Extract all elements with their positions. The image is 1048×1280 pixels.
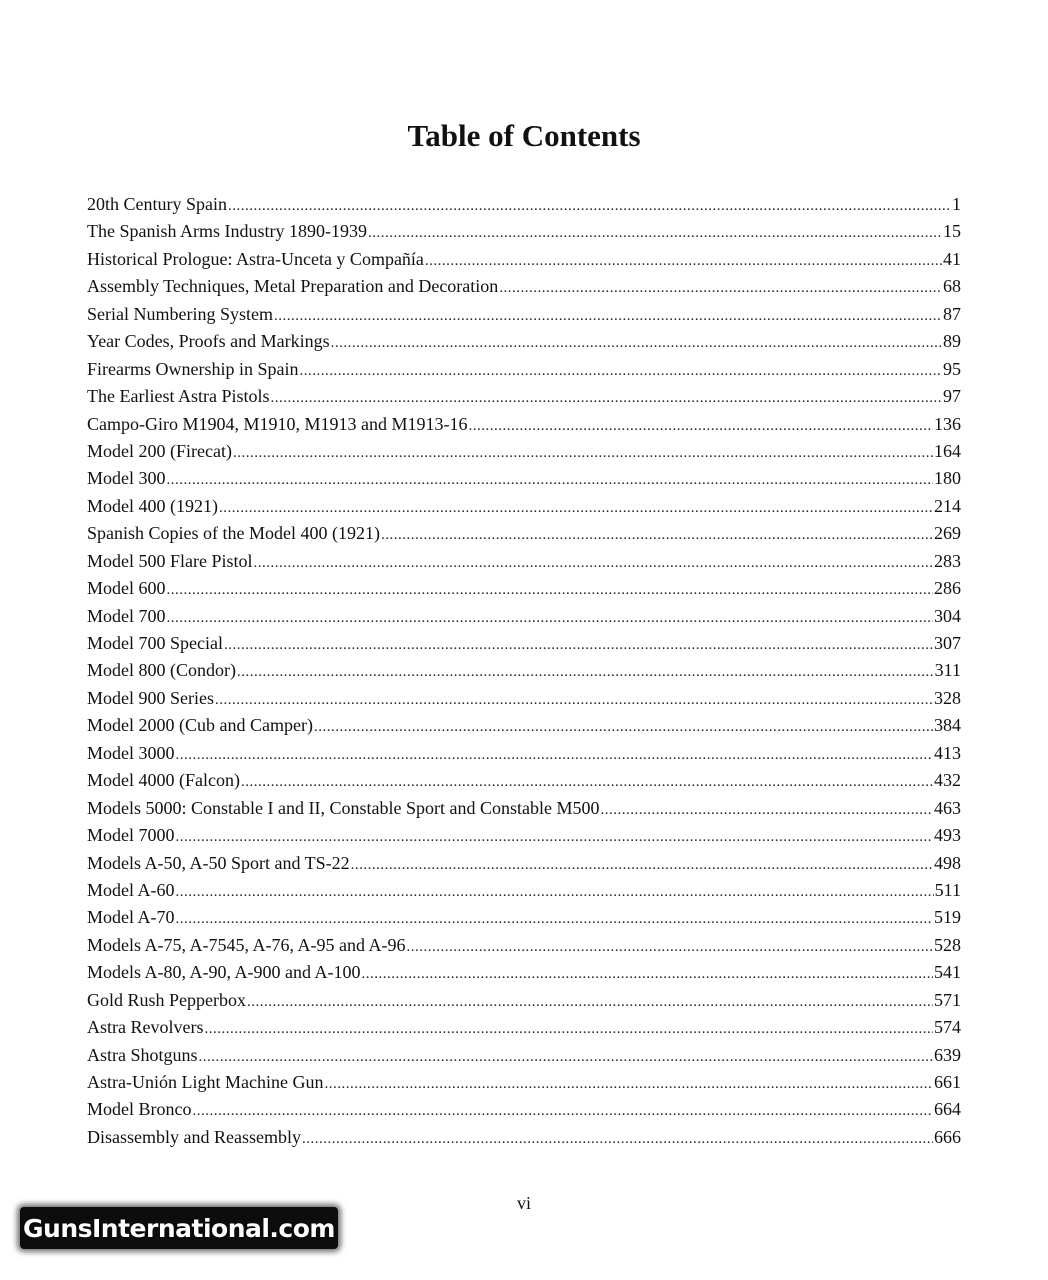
dot-leader — [270, 385, 942, 410]
dot-leader — [247, 989, 933, 1014]
toc-entry — [87, 301, 961, 328]
dot-leader — [233, 440, 933, 465]
toc-entry-page: 41 — [943, 248, 961, 269]
toc-entry-page: 307 — [934, 633, 961, 653]
toc-entry — [87, 1042, 961, 1069]
toc-entry-page: 68 — [943, 276, 961, 297]
toc-entry-page: 97 — [943, 386, 961, 407]
toc-entry-page: 304 — [934, 605, 961, 626]
dot-leader — [224, 632, 933, 657]
toc-entry-page: 463 — [934, 797, 961, 818]
toc-entry-page: 164 — [934, 440, 961, 461]
toc-entry-page: 95 — [943, 358, 961, 379]
dot-leader — [425, 248, 942, 273]
toc-entry — [87, 904, 961, 931]
dot-leader — [351, 852, 933, 877]
toc-entry-title: Model 300 — [87, 468, 166, 489]
toc-entry — [87, 1124, 961, 1151]
toc-entry-title: Models 5000: Constable I and II, Constable Sport and Constable M500 — [87, 797, 600, 818]
dot-leader — [362, 961, 934, 986]
toc-entry-page: 493 — [934, 825, 961, 846]
toc-entry-page: 87 — [943, 303, 961, 324]
toc-entry-title: Assembly Techniques, Metal Preparation and Decoration — [87, 276, 499, 297]
toc-entry-title: Model 600 — [87, 578, 166, 599]
toc-entry-page: 328 — [934, 687, 961, 708]
toc-entry — [87, 1096, 961, 1123]
dot-leader — [167, 577, 934, 602]
toc-entry-title: Model A-60 — [87, 879, 175, 900]
page-title: Table of Contents — [407, 118, 641, 153]
dot-leader — [167, 605, 934, 630]
page-number: vi — [516, 1193, 531, 1213]
toc-entry-title: The Earliest Astra Pistols — [87, 386, 270, 407]
toc-entry-page: 136 — [934, 413, 961, 434]
toc-entry-page: 511 — [934, 879, 961, 900]
dot-leader — [274, 303, 942, 328]
toc-entry-title: Model 700 — [87, 605, 166, 626]
dot-leader — [228, 193, 951, 218]
toc-entry-title: Gold Rush Pepperbox — [87, 989, 246, 1010]
toc-entry-title: Model 900 Series — [87, 687, 214, 708]
dot-leader — [204, 1016, 933, 1041]
toc-entry — [87, 246, 961, 273]
dot-leader — [219, 495, 933, 520]
dot-leader — [176, 824, 934, 849]
toc-entry — [87, 630, 961, 657]
toc-entry-page: 311 — [934, 660, 961, 681]
dot-leader — [176, 742, 934, 767]
dot-leader — [176, 879, 934, 904]
toc-entry-page: 541 — [934, 962, 961, 983]
toc-entry-title: Models A-50, A-50 Sport and TS-22 — [87, 852, 350, 873]
toc-entry — [87, 850, 961, 877]
toc-entry-title: Model 4000 (Falcon) — [87, 770, 240, 791]
dot-leader — [192, 1098, 933, 1123]
dot-leader — [167, 467, 934, 492]
watermark-text: GunsInternational.com — [23, 1213, 335, 1243]
toc-entry — [87, 987, 961, 1014]
dot-leader — [215, 687, 933, 712]
toc-entry-page: 15 — [943, 221, 961, 242]
dot-leader — [368, 220, 942, 245]
toc-entry-title: Models A-80, A-90, A-900 and A-100 — [87, 962, 361, 983]
toc-entry-title: Model 400 (1921) — [87, 495, 218, 516]
toc-entry — [87, 657, 961, 684]
toc-entry — [87, 932, 961, 959]
toc-entry-title: Year Codes, Proofs and Markings — [87, 331, 330, 352]
toc-entry-title: Astra-Unión Light Machine Gun — [87, 1072, 324, 1092]
dot-leader — [241, 769, 933, 794]
dot-leader — [299, 358, 942, 383]
toc-entry-title: Model A-70 — [87, 907, 175, 928]
toc-entry-title: Historical Prologue: Astra-Unceta y Compañía — [87, 248, 424, 269]
toc-entry — [87, 520, 961, 547]
toc-entry-page: 432 — [934, 770, 961, 791]
dot-leader — [499, 275, 942, 300]
toc-entry-page: 574 — [934, 1017, 961, 1038]
dot-leader — [469, 413, 934, 438]
toc-entry-page: 180 — [934, 468, 961, 489]
toc-entry — [87, 685, 961, 712]
toc-entry-page: 286 — [934, 578, 961, 599]
toc-entry-page: 89 — [943, 331, 961, 352]
toc-entry-title: 20th Century Spain — [87, 194, 227, 214]
toc-entry-title: Model Bronco — [87, 1099, 192, 1120]
dot-leader — [314, 714, 933, 739]
toc-entry-title: Model 500 Flare Pistol — [87, 550, 253, 571]
toc-entry-title: Model 200 (Firecat) — [87, 440, 232, 461]
toc-entry-page: 664 — [934, 1099, 961, 1120]
toc-entry — [87, 273, 961, 300]
toc-entry-title: Astra Revolvers — [87, 1017, 204, 1038]
toc-entry-page: 528 — [934, 934, 961, 955]
toc-entry — [87, 493, 961, 520]
toc-entry — [87, 575, 961, 602]
toc-entry — [87, 822, 961, 849]
toc-entry — [87, 959, 961, 986]
toc-entry-title: Model 7000 — [87, 825, 175, 846]
toc-entry — [87, 356, 961, 383]
toc-entry — [87, 767, 961, 794]
toc-entry-title: Firearms Ownership in Spain — [87, 358, 299, 379]
toc-entry-title: Model 2000 (Cub and Camper) — [87, 715, 313, 736]
toc-entry — [87, 795, 961, 822]
toc-entry-title: Spanish Copies of the Model 400 (1921) — [87, 523, 380, 544]
toc-entry-title: Model 800 (Condor) — [87, 660, 236, 681]
toc-entry-title: Serial Numbering System — [87, 303, 273, 324]
dot-leader — [324, 1071, 933, 1096]
toc-entry-title: Model 3000 — [87, 742, 175, 763]
toc-entry-page: 661 — [934, 1072, 961, 1092]
toc-entry-title: Models A-75, A-7545, A-76, A-95 and A-96 — [87, 934, 406, 955]
toc-entry-page: 1 — [952, 194, 961, 214]
dot-leader — [254, 550, 934, 575]
toc-entry — [87, 1014, 961, 1041]
toc-entry-title: Model 700 Special — [87, 633, 223, 653]
dot-leader — [176, 906, 934, 931]
table-of-contents — [87, 191, 961, 1151]
toc-entry — [87, 383, 961, 410]
toc-entry — [87, 548, 961, 575]
dot-leader — [302, 1126, 933, 1151]
toc-entry-title: Disassembly and Reassembly — [87, 1126, 301, 1147]
toc-entry-page: 269 — [934, 523, 961, 544]
toc-entry-page: 214 — [934, 495, 961, 516]
toc-entry — [87, 712, 961, 739]
toc-entry — [87, 740, 961, 767]
toc-entry — [87, 411, 961, 438]
toc-entry-title: Campo-Giro M1904, M1910, M1913 and M1913-16 — [87, 413, 468, 434]
toc-entry-page: 384 — [934, 715, 961, 736]
dot-leader — [199, 1044, 933, 1069]
toc-entry-title: Astra Shotguns — [87, 1044, 198, 1065]
dot-leader — [237, 659, 934, 684]
toc-entry — [87, 328, 961, 355]
toc-entry-page: 571 — [934, 989, 961, 1010]
toc-entry-page: 498 — [934, 852, 961, 873]
toc-entry — [87, 438, 961, 465]
toc-entry — [87, 465, 961, 492]
toc-entry-title: The Spanish Arms Industry 1890-1939 — [87, 221, 367, 242]
toc-entry — [87, 218, 961, 245]
toc-entry-page: 283 — [934, 550, 961, 571]
toc-entry — [87, 603, 961, 630]
toc-entry — [87, 1069, 961, 1096]
toc-entry — [87, 191, 961, 218]
dot-leader — [600, 797, 933, 822]
toc-entry — [87, 877, 961, 904]
watermark-logo — [20, 1207, 338, 1249]
toc-entry-page: 639 — [934, 1044, 961, 1065]
toc-entry-page: 519 — [934, 907, 961, 928]
dot-leader — [331, 330, 942, 355]
toc-entry-page: 666 — [934, 1126, 961, 1147]
dot-leader — [407, 934, 934, 959]
toc-entry-page: 413 — [934, 742, 961, 763]
dot-leader — [381, 522, 933, 547]
